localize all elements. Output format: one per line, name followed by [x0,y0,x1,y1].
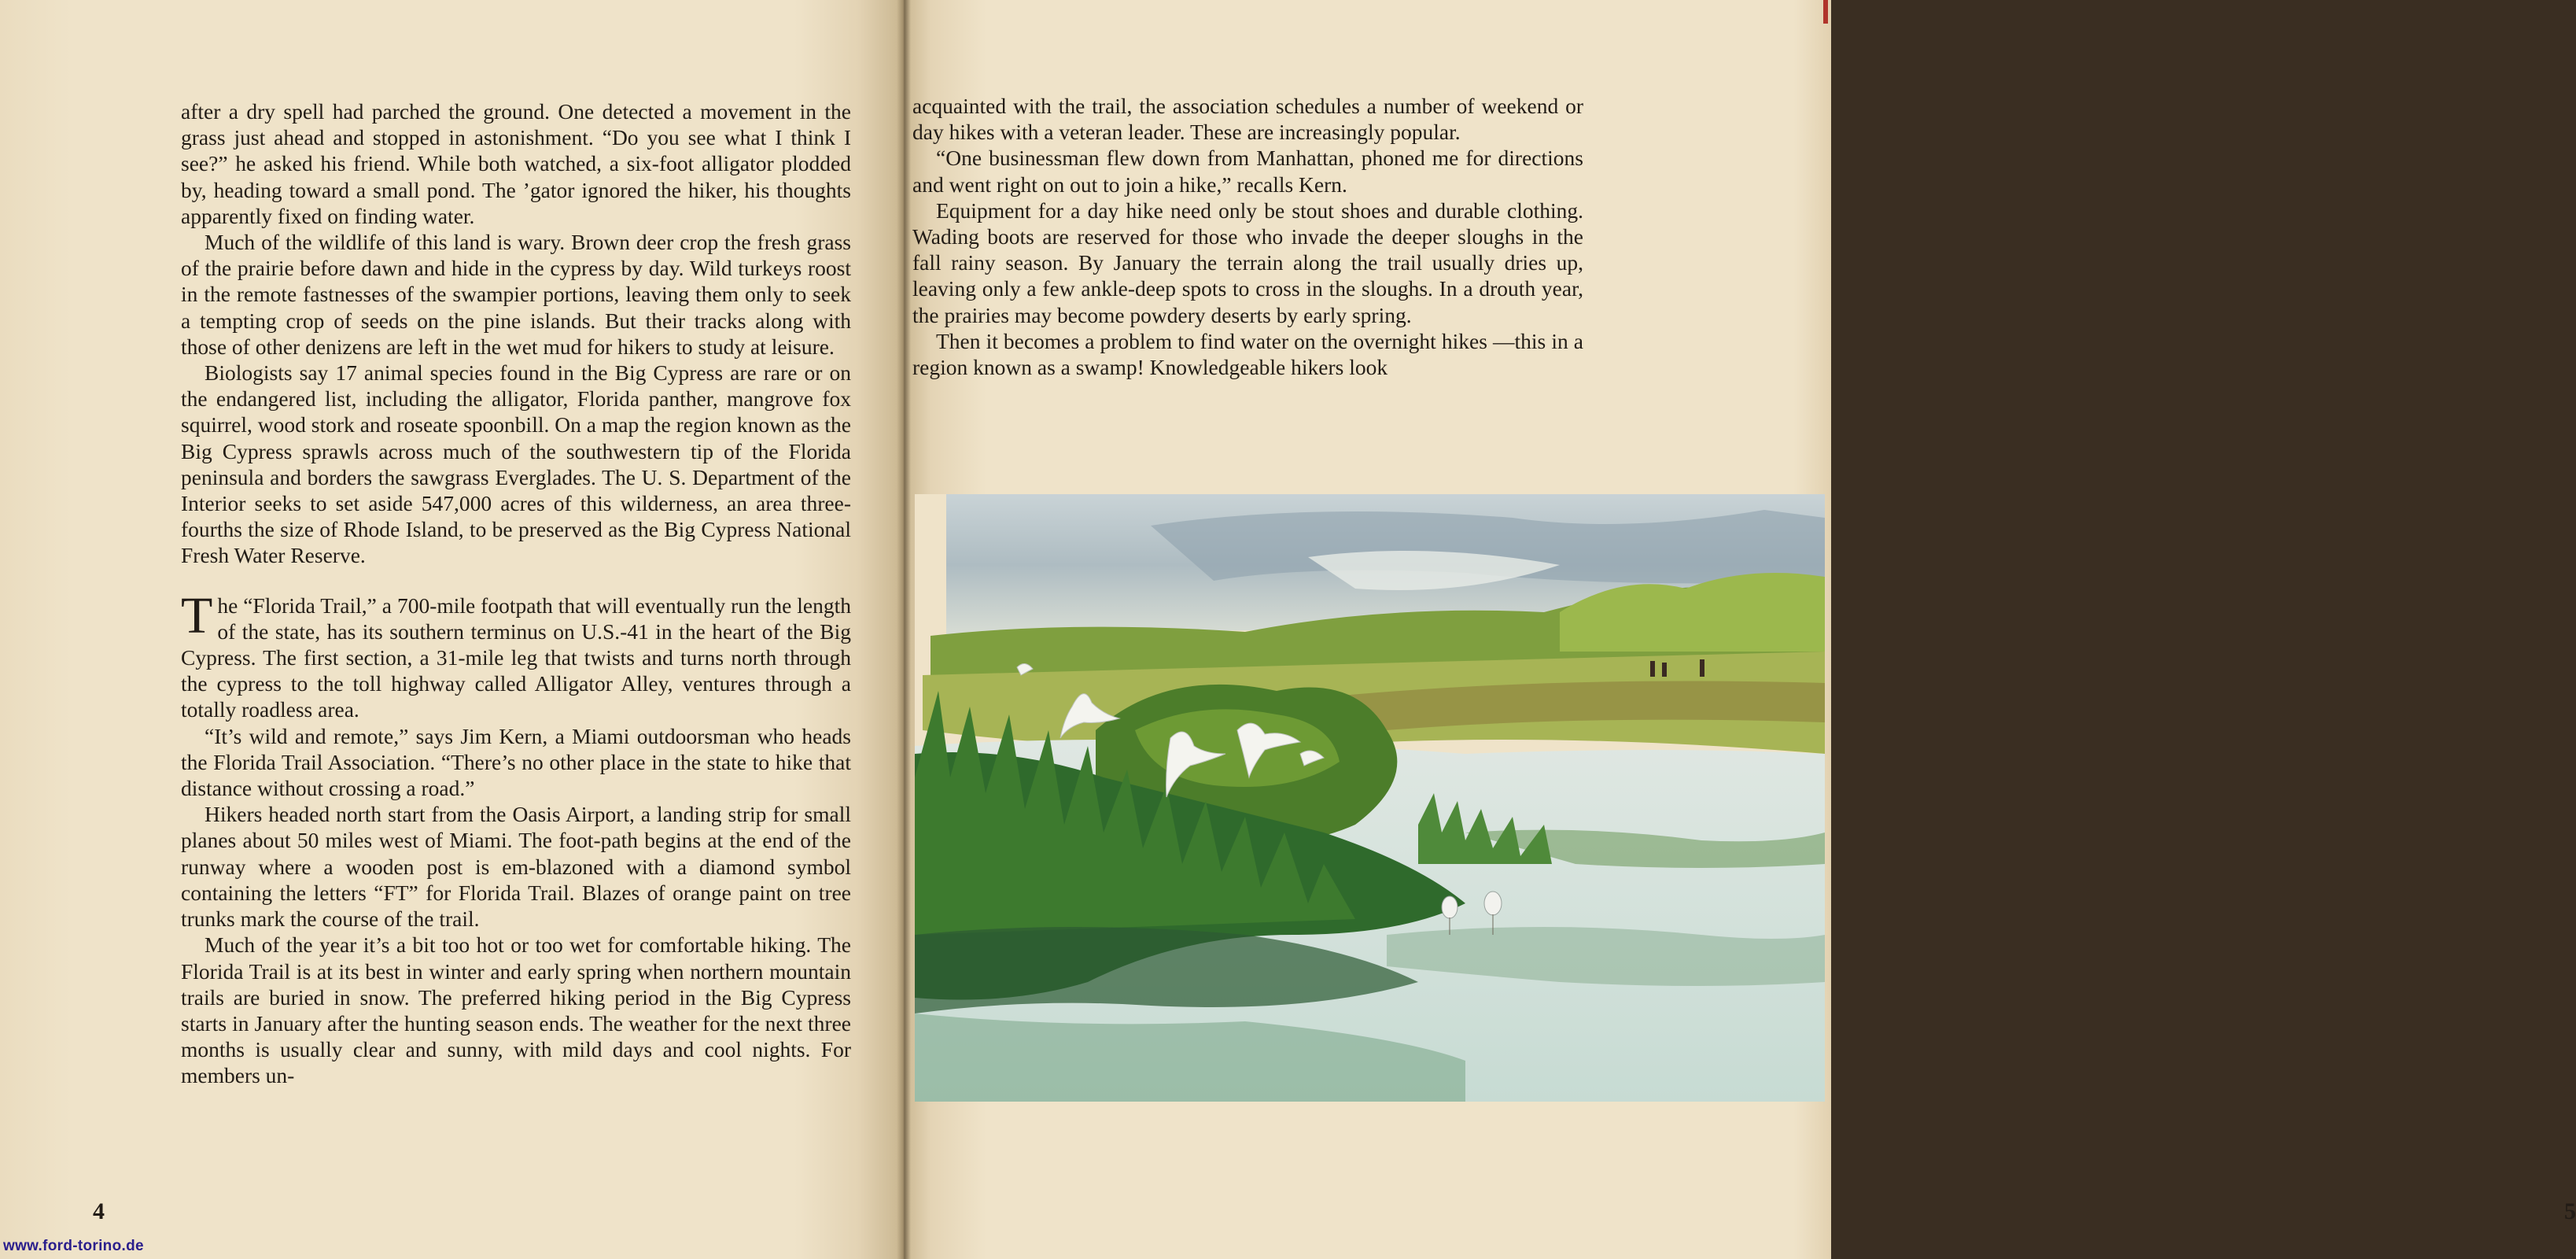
paragraph: Equipment for a day hike need only be stout shoes and durable clothing. Wading boots are reserved for those who invade the deeper sloughs in the fall rainy season. By January the terrain along the trail usually dries up, leaving only a few ankle-deep spots to cross in the sloughs. In a drouth year, the prairies may become powdery deserts by early spring. [912,198,1583,327]
section-opening-text: he “Florida Trail,” a 700-mile footpath that will eventually run the length of the state, has its southern terminus on U.S.-41 in the heart of the Big Cypress. The first section, a 31-mile leg that twists and turns north through the cypress to the toll highway called Alligator Alley, ventures through a totally roadless area. [181,593,851,722]
paragraph: “It’s wild and remote,” says Jim Kern, a Miami outdoorsman who heads the Florida Trail Association. “There’s no other place in the state to hike that distance without crossing a road.” [181,723,851,801]
section-break [181,569,851,593]
left-text-column [181,98,851,1089]
section-opening-paragraph [181,586,851,723]
paragraph: after a dry spell had parched the ground. One detected a movement in the grass just ahead and stopped in astonishment. “Do you see what I think I see?” he asked his friend. While both watched, a six-foot alligator plodded by, heading toward a small pond. The ’gator ignored the hiker, his thoughts apparently fixed on finding water. [181,99,851,228]
drop-cap: T [181,586,213,644]
paragraph: Hikers headed north start from the Oasis Airport, a landing strip for small planes about 50 miles west of Miami. The foot-path begins at the end of the runway where a wooden post is em-blazoned with a diamond symbol containing the letters “FT” for Florida Trail. Blazes of orange paint on tree trunks mark the course of the trail. [181,802,851,932]
book-gutter [897,0,911,1259]
paragraph: acquainted with the trail, the association schedules a number of weekend or day hikes with a veteran leader. These are increasingly popular. [912,94,1583,145]
paragraph: Then it becomes a problem to find water on the overnight hikes —this in a region known as a swamp! Knowledgeable hikers look [912,328,1583,380]
edge-mark [1823,0,1828,24]
egret-marsh-painting [915,494,1825,1102]
watermark-text: www.ford-torino.de [3,1238,144,1254]
page-number-right: 5 [2564,1198,2576,1224]
paragraph: “One businessman flew down from Manhattan, phoned me for directions and went right on out to join a hike,” recalls Kern. [912,146,1583,197]
paragraph: Biologists say 17 animal species found in the Big Cypress are rare or on the endangered list, including the alligator, Florida panther, mangrove fox squirrel, wood stork and roseate spoonbill. On a map the region known as the Big Cypress sprawls across much of the southwestern tip of the Florida peninsula and borders the sawgrass Everglades. The U. S. Department of the Interior seeks to set aside 547,000 acres of this wilderness, an area three-fourths the size of Rhode Island, to be preserved as the Big Cypress National Fresh Water Reserve. [181,360,851,568]
left-page [0,0,903,1259]
paragraph: Much of the wildlife of this land is wary. Brown deer crop the fresh grass of the prairie before dawn and hide in the cypress by day. Wild turkeys roost in the remote fastnesses of the swampier portions, leaving them only to seek a tempting crop of seeds on the pine islands. But their tracks along with those of other denizens are left in the wet mud for hikers to study at leisure. [181,230,851,359]
swamp-illustration [915,494,1825,1102]
right-text-column [912,93,1583,380]
paragraph: Much of the year it’s a bit too hot or too wet for comfortable hiking. The Florida Trail is at its best in winter and early spring when northern mountain trails are buried in snow. The preferred hiking period in the Big Cypress starts in January after the hunting season ends. The weather for the next three months is usually clear and sunny, with mild days and cool nights. For members un- [181,932,851,1088]
page-number-left: 4 [93,1198,105,1224]
